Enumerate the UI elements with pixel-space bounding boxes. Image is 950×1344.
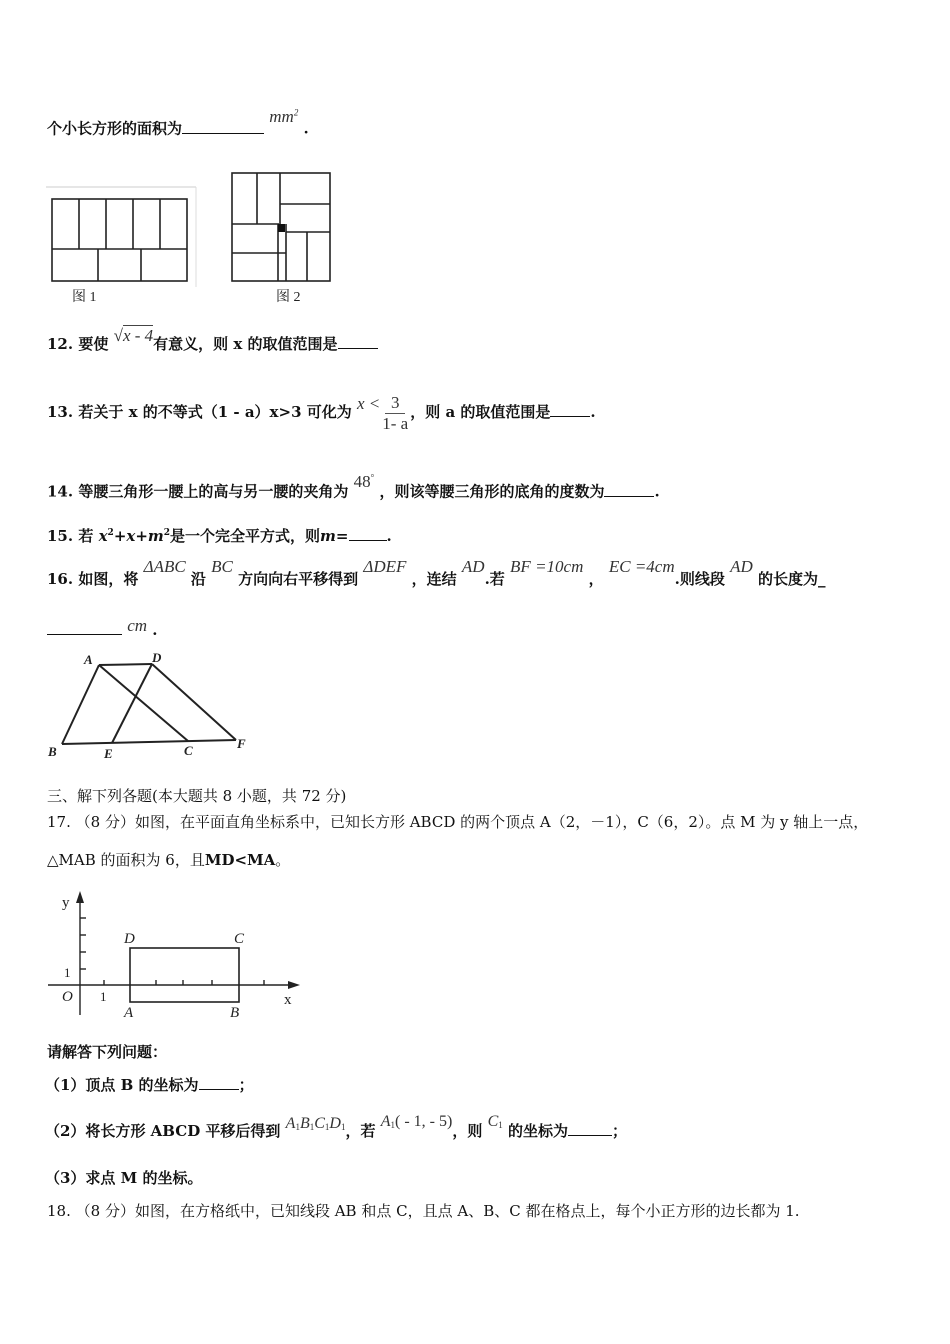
q17-sub-1 <box>45 1075 254 1095</box>
q17-sub2-mid: ，若 <box>345 1122 376 1140</box>
q17-sub2-end: ； <box>611 1122 627 1140</box>
origin-label: O <box>62 989 73 1005</box>
point-d-label: D <box>124 931 135 947</box>
q17-end: 。 <box>275 851 291 869</box>
q17-sub-3: （3）求点 M 的坐标。 <box>45 1169 203 1187</box>
q13-numerator: 3 <box>385 393 406 414</box>
q16-number: 16. <box>47 570 74 588</box>
q12-post: 有意义，则 x 的取值范围是 <box>153 335 338 353</box>
q16-text-6: ， <box>588 570 604 588</box>
q15-answer-blank[interactable] <box>349 526 387 541</box>
q11-text: 个小长方形的面积为 <box>47 119 183 138</box>
q18-text: （8 分）如图，在方格纸中，已知线段 AB 和点 C，且点 A、B、C 都在格点上，每个小正方形的边长都为 1. <box>75 1202 800 1220</box>
q17-sub2-c1: C1 <box>487 1113 503 1130</box>
section-3-title: 三、解下列各题(本大题共 8 小题，共 72 分) <box>47 787 347 805</box>
q12-sqrt: √x - 4 <box>113 326 154 345</box>
q15-end: . <box>386 527 392 545</box>
q17-text-2: △MAB 的面积为 6，且 <box>47 851 205 869</box>
q15-var: m <box>320 527 336 545</box>
q14-pre: 等腰三角形一腰上的高与另一腰的夹角为 <box>78 482 349 501</box>
q13-number: 13. <box>47 403 74 421</box>
q17-ask: 请解答下列问题： <box>47 1043 168 1061</box>
q17-sub2-text: （2）将长方形 ABCD 平移后得到 <box>45 1122 281 1140</box>
question-18 <box>47 1201 800 1221</box>
question-14 <box>47 471 660 502</box>
q17-condition: MD<MA <box>204 851 276 869</box>
q16-segment-ad: AD <box>461 557 485 576</box>
y-axis-arrow <box>76 891 84 903</box>
q16-text-2: 沿 <box>190 570 206 588</box>
q16-triangle-abc: ΔABC <box>143 557 186 576</box>
label-a: A <box>84 652 93 667</box>
figure-q17 <box>44 885 314 1025</box>
q15-expr: $x^2+x+m^2$ <box>98 527 171 545</box>
q17-sub2-post: 的坐标为 <box>507 1122 568 1140</box>
q11-unit: $mm^2$ <box>269 106 299 126</box>
x-axis-label: x <box>284 992 292 1008</box>
question-13 <box>47 392 596 434</box>
q16-text-4: ，连结 <box>411 570 457 588</box>
q17-sub2-a1: A1( - 1, - 5) <box>380 1113 453 1130</box>
q18-number: 18. <box>47 1202 71 1220</box>
q16-triangle-def: ΔDEF <box>363 557 407 576</box>
q16-ec-value: EC =4cm <box>608 557 675 576</box>
label-c: C <box>184 743 193 758</box>
q15-pre: 若 <box>78 527 94 545</box>
q16-bf-value: BF =10cm <box>510 557 584 576</box>
q16-unit: cm <box>127 616 148 635</box>
q12-pre: 要使 <box>78 335 109 353</box>
q17-text-1: （8 分）如图，在平面直角坐标系中，已知长方形 ABCD 的两个顶点 A（2，－1），C（6，2）。点 M 为 y 轴上一点， <box>75 813 869 831</box>
q14-end: . <box>654 482 660 501</box>
figure-q16 <box>44 650 254 765</box>
fig1-label: 图 1 <box>72 290 97 305</box>
q17-sub2-rect: A1B1C1D1 <box>285 1115 346 1132</box>
y-tick-1: 1 <box>64 965 71 980</box>
q13-post: ，则 a 的取值范围是 <box>410 403 551 421</box>
q15-post: 是一个完全平方式，则 <box>170 527 321 545</box>
q13-pre: 若关于 x 的不等式（1 - a）x>3 可化为 <box>78 403 352 421</box>
label-e: E <box>104 746 113 761</box>
q13-lhs: x < <box>356 394 381 413</box>
q13-end: . <box>590 403 596 421</box>
question-16 <box>47 557 826 589</box>
q15-eq: = <box>335 527 349 545</box>
point-b-label: B <box>230 1005 240 1021</box>
q16-text-7: .则线段 <box>674 570 725 588</box>
question-12 <box>47 326 378 354</box>
q16-text-8: 的长度为_ <box>758 570 826 588</box>
q13-answer-blank[interactable] <box>550 402 590 417</box>
q17-sub1-text: （1）顶点 B 的坐标为 <box>45 1076 199 1094</box>
q16-text-3: 方向向右平移得到 <box>238 570 359 588</box>
q16-answer-blank[interactable] <box>47 620 122 635</box>
question-17-line-2 <box>47 850 290 870</box>
label-f: F <box>237 736 246 751</box>
q16-segment-ad-2: AD <box>730 557 753 576</box>
q17-sub1-end: ； <box>238 1076 254 1094</box>
q11-answer-blank[interactable] <box>182 119 264 134</box>
q13-fraction <box>382 393 408 434</box>
figure-q11 <box>44 165 344 310</box>
point-a-label: A <box>124 1005 134 1021</box>
q16-text-5: .若 <box>484 570 505 588</box>
question-17-line-1 <box>47 812 868 832</box>
q16-text-1: 如图，将 <box>78 570 139 588</box>
x-tick-1: 1 <box>100 989 107 1004</box>
q16-answer-line <box>47 616 158 640</box>
q15-number: 15. <box>47 527 74 545</box>
q17-sub-2 <box>45 1113 627 1145</box>
q17-sub1-blank[interactable] <box>199 1075 239 1090</box>
q12-radicand: x - 4 <box>122 326 154 345</box>
q14-angle: 48° <box>353 471 375 491</box>
q17-sub2-blank[interactable] <box>568 1121 612 1136</box>
y-axis-label: y <box>62 895 70 911</box>
q13-denominator: 1- a <box>382 413 409 433</box>
q12-answer-blank[interactable] <box>338 334 378 349</box>
q12-number: 12. <box>47 335 74 353</box>
point-c-label: C <box>234 931 245 947</box>
q16-end: . <box>152 621 158 639</box>
question-15 <box>47 523 392 546</box>
q17-sub2-mid2: ，则 <box>452 1122 483 1140</box>
q14-post: ，则该等腰三角形的底角的度数为 <box>379 482 605 501</box>
fig2-label: 图 2 <box>276 290 301 305</box>
q11-end: . <box>303 119 309 138</box>
q11-tail-line <box>47 106 309 139</box>
q14-answer-blank[interactable] <box>604 482 654 497</box>
q14-number: 14. <box>47 482 74 501</box>
x-axis-arrow <box>288 981 300 989</box>
center-square <box>278 224 285 232</box>
label-d: D <box>152 650 162 665</box>
q16-segment-bc: BC <box>211 557 233 576</box>
label-b: B <box>48 744 57 759</box>
q17-number: 17. <box>47 813 71 831</box>
